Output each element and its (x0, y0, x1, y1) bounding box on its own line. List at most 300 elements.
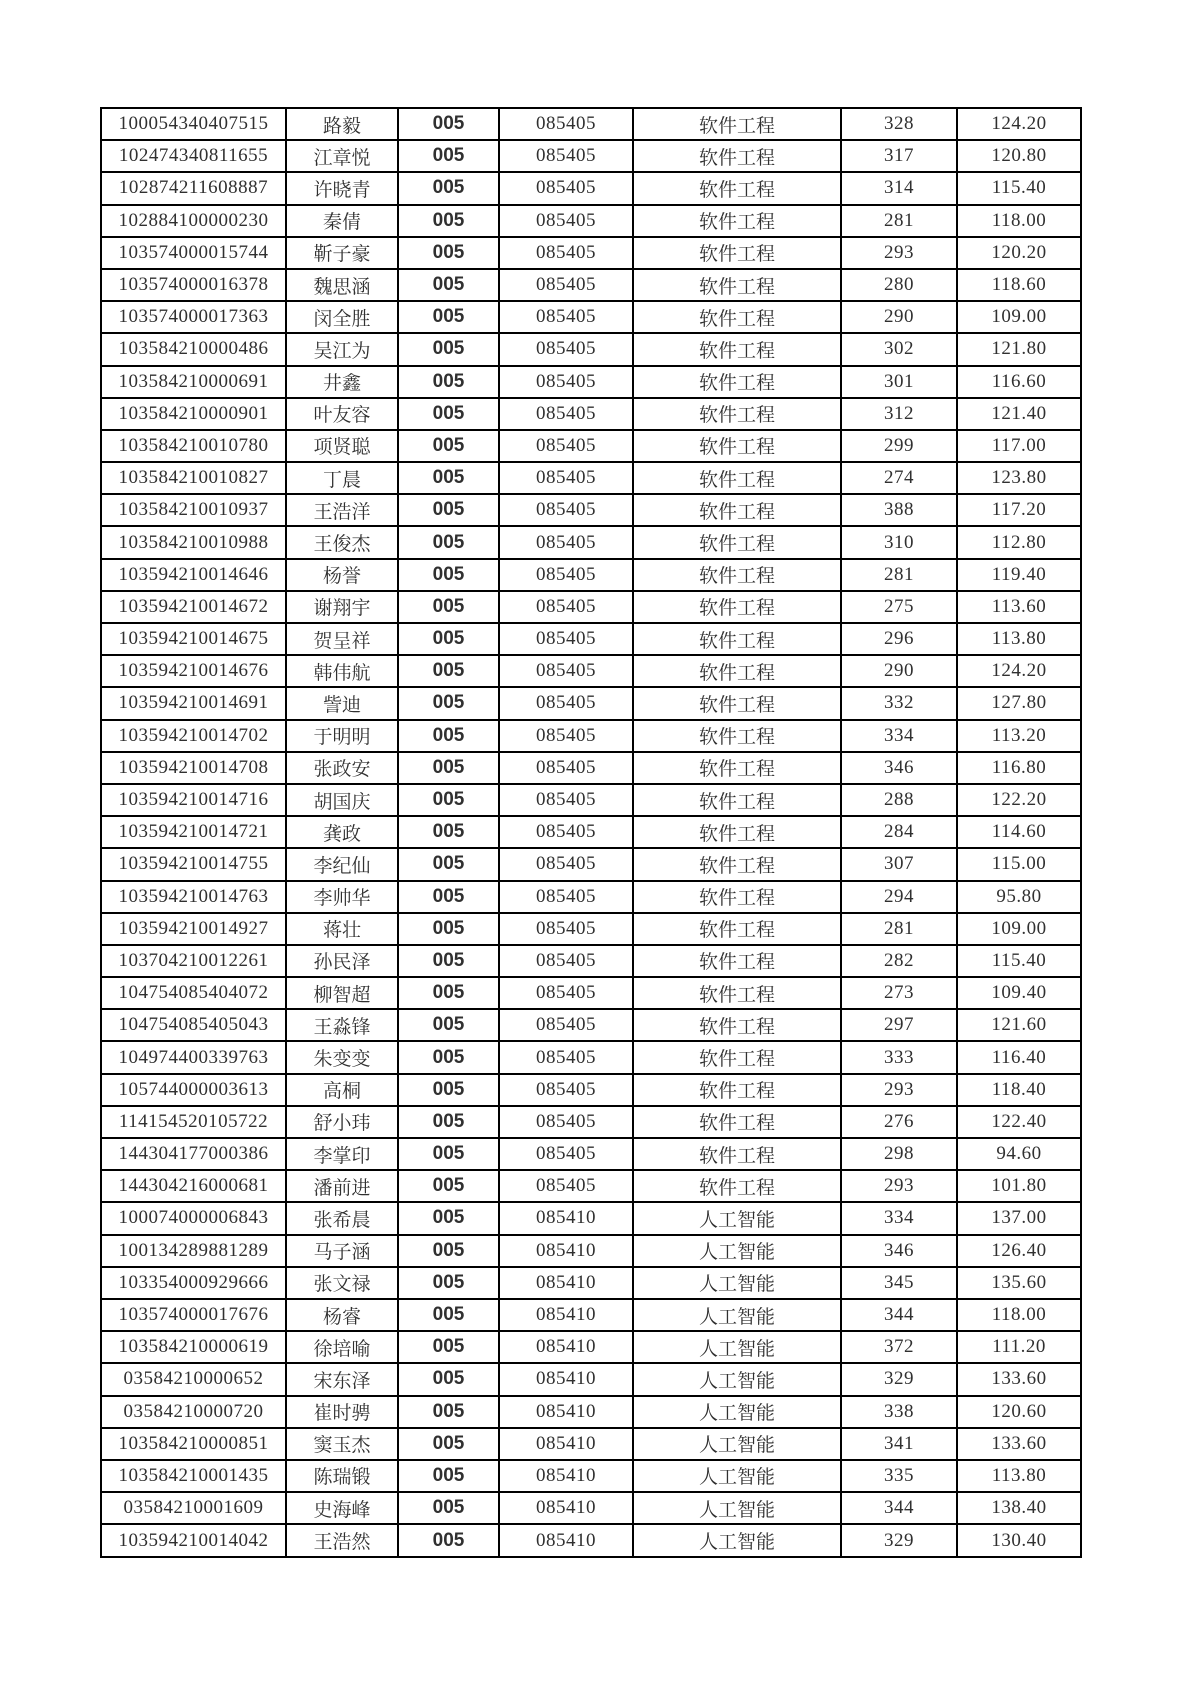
table-row (101, 1170, 1081, 1202)
table-row (101, 172, 1081, 204)
cell-candidate-id: 103594210014708 (101, 752, 286, 784)
cell-candidate-id: 103594210014755 (101, 848, 286, 880)
cell-dept-code: 005 (398, 1524, 499, 1557)
cell-score-2: 113.80 (957, 623, 1081, 655)
cell-major-name: 软件工程 (633, 333, 841, 365)
cell-score-1: 332 (841, 687, 957, 719)
cell-major-code: 085410 (499, 1299, 633, 1331)
cell-name: 许晓青 (286, 172, 398, 204)
cell-candidate-id: 102474340811655 (101, 140, 286, 172)
table-row (101, 205, 1081, 237)
cell-name: 李纪仙 (286, 848, 398, 880)
cell-score-1: 328 (841, 108, 957, 140)
cell-candidate-id: 105744000003613 (101, 1074, 286, 1106)
cell-major-code: 085405 (499, 462, 633, 494)
cell-major-code: 085405 (499, 945, 633, 977)
cell-score-2: 122.20 (957, 784, 1081, 816)
cell-major-code: 085410 (499, 1331, 633, 1363)
cell-major-name: 软件工程 (633, 269, 841, 301)
cell-dept-code: 005 (398, 720, 499, 752)
cell-major-name: 软件工程 (633, 1009, 841, 1041)
cell-major-name: 软件工程 (633, 172, 841, 204)
cell-name: 蒋壮 (286, 913, 398, 945)
cell-dept-code: 005 (398, 398, 499, 430)
cell-major-name: 软件工程 (633, 816, 841, 848)
cell-score-1: 281 (841, 913, 957, 945)
cell-candidate-id: 103354000929666 (101, 1267, 286, 1299)
cell-major-code: 085405 (499, 816, 633, 848)
cell-major-name: 软件工程 (633, 881, 841, 913)
cell-dept-code: 005 (398, 108, 499, 140)
cell-candidate-id: 100074000006843 (101, 1202, 286, 1234)
cell-name: 丁晨 (286, 462, 398, 494)
cell-score-2: 94.60 (957, 1138, 1081, 1170)
cell-major-code: 085405 (499, 913, 633, 945)
cell-major-name: 人工智能 (633, 1202, 841, 1234)
cell-dept-code: 005 (398, 333, 499, 365)
cell-dept-code: 005 (398, 881, 499, 913)
cell-score-2: 118.00 (957, 1299, 1081, 1331)
table-row (101, 591, 1081, 623)
cell-candidate-id: 103584210000901 (101, 398, 286, 430)
cell-dept-code: 005 (398, 1202, 499, 1234)
cell-name: 于明明 (286, 720, 398, 752)
cell-dept-code: 005 (398, 462, 499, 494)
cell-score-2: 109.40 (957, 977, 1081, 1009)
cell-candidate-id: 103584210001435 (101, 1460, 286, 1492)
cell-dept-code: 005 (398, 1106, 499, 1138)
cell-candidate-id: 104974400339763 (101, 1041, 286, 1073)
cell-dept-code: 005 (398, 784, 499, 816)
table-row (101, 1363, 1081, 1395)
cell-score-2: 118.40 (957, 1074, 1081, 1106)
table-row (101, 623, 1081, 655)
cell-candidate-id: 103594210014675 (101, 623, 286, 655)
cell-candidate-id: 103594210014927 (101, 913, 286, 945)
cell-name: 杨睿 (286, 1299, 398, 1331)
cell-major-name: 软件工程 (633, 398, 841, 430)
cell-candidate-id: 103584210000486 (101, 333, 286, 365)
cell-dept-code: 005 (398, 913, 499, 945)
table-row (101, 1428, 1081, 1460)
cell-major-code: 085405 (499, 655, 633, 687)
cell-candidate-id: 103594210014646 (101, 559, 286, 591)
cell-dept-code: 005 (398, 1138, 499, 1170)
cell-name: 韩伟航 (286, 655, 398, 687)
cell-major-code: 085410 (499, 1202, 633, 1234)
cell-candidate-id: 103594210014716 (101, 784, 286, 816)
cell-major-name: 软件工程 (633, 1170, 841, 1202)
table-row (101, 1074, 1081, 1106)
cell-name: 宋东泽 (286, 1363, 398, 1395)
table-row (101, 1331, 1081, 1363)
cell-dept-code: 005 (398, 1235, 499, 1267)
cell-major-name: 软件工程 (633, 205, 841, 237)
cell-major-name: 软件工程 (633, 559, 841, 591)
cell-score-2: 123.80 (957, 462, 1081, 494)
cell-major-name: 软件工程 (633, 913, 841, 945)
table-row (101, 430, 1081, 462)
cell-major-name: 人工智能 (633, 1235, 841, 1267)
cell-major-name: 人工智能 (633, 1299, 841, 1331)
cell-major-name: 软件工程 (633, 591, 841, 623)
cell-score-2: 120.20 (957, 237, 1081, 269)
cell-name: 王淼锋 (286, 1009, 398, 1041)
cell-dept-code: 005 (398, 559, 499, 591)
cell-dept-code: 005 (398, 205, 499, 237)
cell-major-name: 软件工程 (633, 848, 841, 880)
cell-dept-code: 005 (398, 655, 499, 687)
cell-name: 叶友容 (286, 398, 398, 430)
cell-score-2: 101.80 (957, 1170, 1081, 1202)
cell-score-1: 294 (841, 881, 957, 913)
cell-score-1: 293 (841, 1170, 957, 1202)
cell-score-1: 341 (841, 1428, 957, 1460)
cell-major-code: 085405 (499, 526, 633, 558)
cell-candidate-id: 144304216000681 (101, 1170, 286, 1202)
cell-score-1: 284 (841, 816, 957, 848)
cell-major-code: 085405 (499, 1009, 633, 1041)
table-row (101, 977, 1081, 1009)
cell-candidate-id: 144304177000386 (101, 1138, 286, 1170)
cell-score-1: 293 (841, 1074, 957, 1106)
cell-major-code: 085405 (499, 687, 633, 719)
cell-dept-code: 005 (398, 848, 499, 880)
cell-score-2: 113.60 (957, 591, 1081, 623)
cell-score-1: 388 (841, 494, 957, 526)
cell-major-name: 人工智能 (633, 1524, 841, 1557)
cell-score-1: 281 (841, 559, 957, 591)
cell-major-name: 软件工程 (633, 977, 841, 1009)
cell-major-code: 085405 (499, 784, 633, 816)
cell-dept-code: 005 (398, 140, 499, 172)
cell-candidate-id: 103584210000851 (101, 1428, 286, 1460)
cell-candidate-id: 103594210014702 (101, 720, 286, 752)
cell-name: 崔时骋 (286, 1396, 398, 1428)
cell-name: 张政安 (286, 752, 398, 784)
cell-score-1: 310 (841, 526, 957, 558)
cell-candidate-id: 03584210000720 (101, 1396, 286, 1428)
cell-name: 贺呈祥 (286, 623, 398, 655)
cell-score-2: 109.00 (957, 301, 1081, 333)
cell-score-2: 137.00 (957, 1202, 1081, 1234)
cell-score-1: 296 (841, 623, 957, 655)
cell-name: 陈瑞锻 (286, 1460, 398, 1492)
cell-major-name: 软件工程 (633, 784, 841, 816)
cell-major-name: 软件工程 (633, 462, 841, 494)
cell-dept-code: 005 (398, 430, 499, 462)
cell-name: 靳子豪 (286, 237, 398, 269)
cell-name: 王浩然 (286, 1524, 398, 1557)
cell-major-name: 软件工程 (633, 1041, 841, 1073)
cell-score-1: 280 (841, 269, 957, 301)
cell-major-code: 085405 (499, 430, 633, 462)
table-row (101, 1396, 1081, 1428)
cell-score-1: 273 (841, 977, 957, 1009)
table-row (101, 1106, 1081, 1138)
cell-score-2: 121.80 (957, 333, 1081, 365)
cell-dept-code: 005 (398, 1074, 499, 1106)
cell-score-2: 115.00 (957, 848, 1081, 880)
cell-major-code: 085410 (499, 1235, 633, 1267)
cell-dept-code: 005 (398, 1299, 499, 1331)
cell-score-2: 112.80 (957, 526, 1081, 558)
cell-major-code: 085405 (499, 366, 633, 398)
cell-score-2: 116.60 (957, 366, 1081, 398)
table-row (101, 945, 1081, 977)
cell-major-code: 085405 (499, 591, 633, 623)
table-row (101, 1009, 1081, 1041)
cell-name: 史海峰 (286, 1492, 398, 1524)
cell-candidate-id: 103594210014763 (101, 881, 286, 913)
cell-major-code: 085405 (499, 977, 633, 1009)
cell-score-2: 133.60 (957, 1363, 1081, 1395)
cell-major-code: 085410 (499, 1460, 633, 1492)
cell-name: 訾迪 (286, 687, 398, 719)
cell-candidate-id: 102874211608887 (101, 172, 286, 204)
cell-major-name: 软件工程 (633, 430, 841, 462)
table-row (101, 1299, 1081, 1331)
table-row (101, 366, 1081, 398)
cell-candidate-id: 102884100000230 (101, 205, 286, 237)
cell-score-1: 290 (841, 301, 957, 333)
cell-name: 王浩洋 (286, 494, 398, 526)
cell-name: 路毅 (286, 108, 398, 140)
cell-major-name: 软件工程 (633, 526, 841, 558)
cell-dept-code: 005 (398, 301, 499, 333)
cell-major-name: 人工智能 (633, 1460, 841, 1492)
cell-major-code: 085405 (499, 108, 633, 140)
table-row (101, 301, 1081, 333)
table-row (101, 269, 1081, 301)
cell-major-name: 软件工程 (633, 945, 841, 977)
cell-dept-code: 005 (398, 1170, 499, 1202)
cell-dept-code: 005 (398, 945, 499, 977)
table-row (101, 816, 1081, 848)
cell-major-name: 软件工程 (633, 655, 841, 687)
cell-dept-code: 005 (398, 1331, 499, 1363)
cell-major-name: 人工智能 (633, 1363, 841, 1395)
table-row (101, 655, 1081, 687)
cell-name: 胡国庆 (286, 784, 398, 816)
cell-major-code: 085405 (499, 398, 633, 430)
cell-name: 井鑫 (286, 366, 398, 398)
cell-candidate-id: 104754085404072 (101, 977, 286, 1009)
cell-major-name: 人工智能 (633, 1492, 841, 1524)
cell-name: 项贤聪 (286, 430, 398, 462)
cell-name: 柳智超 (286, 977, 398, 1009)
cell-name: 王俊杰 (286, 526, 398, 558)
cell-candidate-id: 103594210014721 (101, 816, 286, 848)
cell-score-2: 124.20 (957, 108, 1081, 140)
table-row (101, 462, 1081, 494)
table-row (101, 687, 1081, 719)
cell-major-code: 085405 (499, 623, 633, 655)
cell-major-name: 软件工程 (633, 237, 841, 269)
table-body (101, 108, 1081, 1557)
cell-name: 窦玉杰 (286, 1428, 398, 1460)
cell-dept-code: 005 (398, 1460, 499, 1492)
cell-candidate-id: 103584210000619 (101, 1331, 286, 1363)
cell-score-2: 113.20 (957, 720, 1081, 752)
cell-major-code: 085405 (499, 1170, 633, 1202)
cell-dept-code: 005 (398, 1041, 499, 1073)
cell-candidate-id: 103594210014691 (101, 687, 286, 719)
cell-score-1: 372 (841, 1331, 957, 1363)
table-row (101, 559, 1081, 591)
cell-score-2: 122.40 (957, 1106, 1081, 1138)
score-table (100, 107, 1082, 1558)
cell-name: 江章悦 (286, 140, 398, 172)
cell-major-code: 085405 (499, 881, 633, 913)
cell-major-code: 085405 (499, 752, 633, 784)
table-row (101, 1138, 1081, 1170)
cell-score-1: 274 (841, 462, 957, 494)
table-row (101, 1524, 1081, 1557)
cell-score-2: 130.40 (957, 1524, 1081, 1557)
cell-dept-code: 005 (398, 752, 499, 784)
cell-name: 魏思涵 (286, 269, 398, 301)
cell-dept-code: 005 (398, 494, 499, 526)
cell-score-2: 118.60 (957, 269, 1081, 301)
cell-major-code: 085405 (499, 1106, 633, 1138)
cell-major-name: 人工智能 (633, 1267, 841, 1299)
cell-major-code: 085405 (499, 237, 633, 269)
cell-major-name: 软件工程 (633, 1074, 841, 1106)
table-row (101, 1460, 1081, 1492)
cell-score-1: 338 (841, 1396, 957, 1428)
cell-score-1: 281 (841, 205, 957, 237)
cell-candidate-id: 103584210000691 (101, 366, 286, 398)
cell-score-1: 290 (841, 655, 957, 687)
cell-score-1: 301 (841, 366, 957, 398)
cell-dept-code: 005 (398, 269, 499, 301)
cell-candidate-id: 103594210014676 (101, 655, 286, 687)
cell-major-code: 085410 (499, 1363, 633, 1395)
cell-major-code: 085405 (499, 1138, 633, 1170)
cell-major-code: 085405 (499, 301, 633, 333)
table-row (101, 1492, 1081, 1524)
cell-score-1: 329 (841, 1363, 957, 1395)
cell-score-1: 345 (841, 1267, 957, 1299)
table-row (101, 237, 1081, 269)
cell-major-code: 085405 (499, 1041, 633, 1073)
table-row (101, 1202, 1081, 1234)
cell-name: 孙民泽 (286, 945, 398, 977)
cell-major-name: 软件工程 (633, 623, 841, 655)
cell-score-2: 120.80 (957, 140, 1081, 172)
cell-major-name: 人工智能 (633, 1331, 841, 1363)
cell-name: 龚政 (286, 816, 398, 848)
table-row (101, 1041, 1081, 1073)
cell-score-2: 133.60 (957, 1428, 1081, 1460)
cell-dept-code: 005 (398, 526, 499, 558)
cell-score-1: 307 (841, 848, 957, 880)
cell-candidate-id: 103584210010937 (101, 494, 286, 526)
cell-score-1: 276 (841, 1106, 957, 1138)
cell-name: 徐培喻 (286, 1331, 398, 1363)
cell-score-2: 127.80 (957, 687, 1081, 719)
cell-major-name: 软件工程 (633, 301, 841, 333)
cell-score-1: 329 (841, 1524, 957, 1557)
cell-dept-code: 005 (398, 172, 499, 204)
cell-dept-code: 005 (398, 1396, 499, 1428)
cell-name: 马子涵 (286, 1235, 398, 1267)
cell-score-1: 299 (841, 430, 957, 462)
cell-major-name: 软件工程 (633, 108, 841, 140)
cell-score-2: 114.60 (957, 816, 1081, 848)
cell-dept-code: 005 (398, 623, 499, 655)
cell-name: 舒小玮 (286, 1106, 398, 1138)
cell-score-1: 333 (841, 1041, 957, 1073)
cell-score-1: 293 (841, 237, 957, 269)
cell-major-code: 085405 (499, 140, 633, 172)
cell-score-2: 115.40 (957, 945, 1081, 977)
cell-dept-code: 005 (398, 687, 499, 719)
cell-score-2: 109.00 (957, 913, 1081, 945)
cell-dept-code: 005 (398, 237, 499, 269)
cell-major-code: 085410 (499, 1428, 633, 1460)
cell-major-code: 085410 (499, 1267, 633, 1299)
cell-dept-code: 005 (398, 977, 499, 1009)
cell-score-1: 334 (841, 720, 957, 752)
cell-score-2: 115.40 (957, 172, 1081, 204)
cell-score-2: 121.40 (957, 398, 1081, 430)
cell-candidate-id: 03584210001609 (101, 1492, 286, 1524)
cell-major-name: 人工智能 (633, 1396, 841, 1428)
cell-major-name: 软件工程 (633, 720, 841, 752)
cell-candidate-id: 103704210012261 (101, 945, 286, 977)
cell-candidate-id: 103574000017676 (101, 1299, 286, 1331)
table-row (101, 720, 1081, 752)
cell-major-code: 085405 (499, 172, 633, 204)
cell-major-code: 085405 (499, 848, 633, 880)
cell-major-name: 软件工程 (633, 494, 841, 526)
cell-score-1: 335 (841, 1460, 957, 1492)
cell-score-2: 111.20 (957, 1331, 1081, 1363)
table-row (101, 784, 1081, 816)
cell-major-name: 软件工程 (633, 140, 841, 172)
cell-candidate-id: 100054340407515 (101, 108, 286, 140)
cell-major-code: 085405 (499, 720, 633, 752)
cell-score-2: 116.80 (957, 752, 1081, 784)
cell-major-name: 软件工程 (633, 366, 841, 398)
cell-score-1: 344 (841, 1492, 957, 1524)
cell-name: 张希晨 (286, 1202, 398, 1234)
table-row (101, 494, 1081, 526)
table-row (101, 333, 1081, 365)
cell-dept-code: 005 (398, 1267, 499, 1299)
cell-candidate-id: 103574000017363 (101, 301, 286, 333)
cell-score-2: 113.80 (957, 1460, 1081, 1492)
cell-score-2: 117.20 (957, 494, 1081, 526)
cell-score-1: 334 (841, 1202, 957, 1234)
cell-score-1: 288 (841, 784, 957, 816)
cell-name: 李掌印 (286, 1138, 398, 1170)
cell-score-1: 346 (841, 752, 957, 784)
table-row (101, 881, 1081, 913)
cell-candidate-id: 103574000015744 (101, 237, 286, 269)
cell-score-1: 297 (841, 1009, 957, 1041)
cell-score-1: 298 (841, 1138, 957, 1170)
cell-major-code: 085405 (499, 494, 633, 526)
cell-score-2: 120.60 (957, 1396, 1081, 1428)
cell-name: 闵全胜 (286, 301, 398, 333)
cell-candidate-id: 104754085405043 (101, 1009, 286, 1041)
table-row (101, 1235, 1081, 1267)
cell-score-1: 302 (841, 333, 957, 365)
cell-major-code: 085405 (499, 333, 633, 365)
